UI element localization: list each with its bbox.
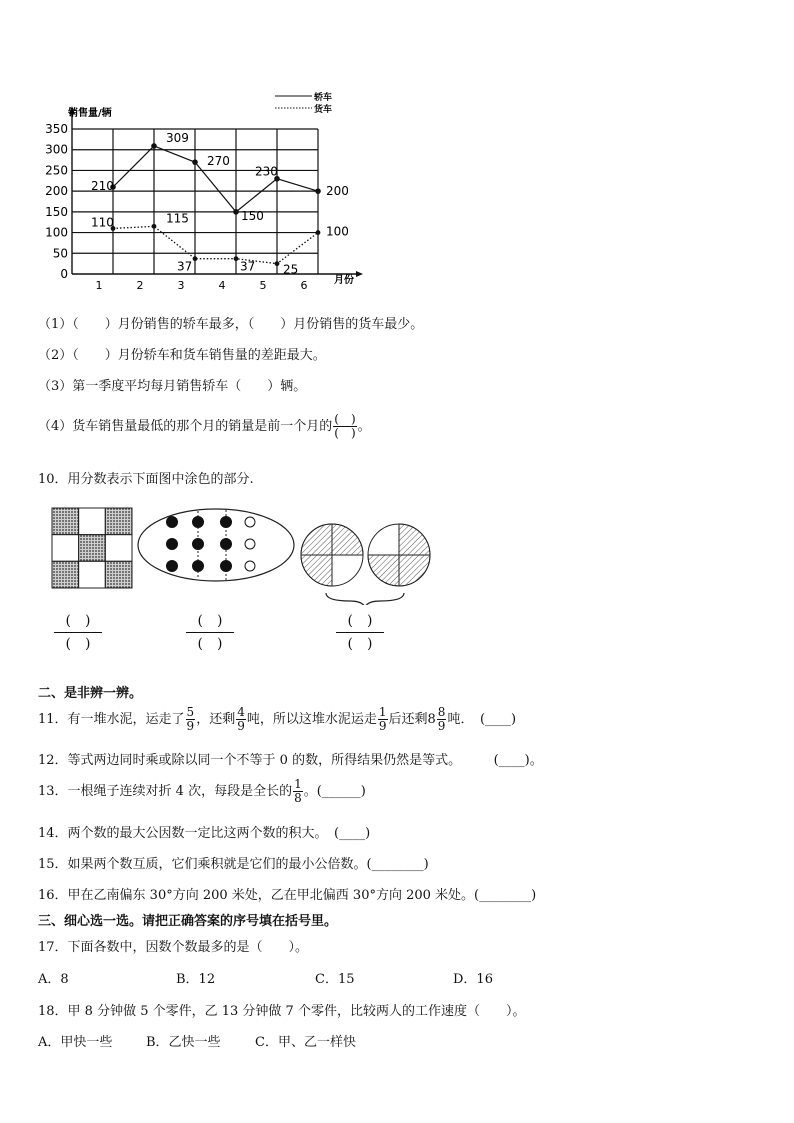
ellipse-dots-figure — [138, 509, 294, 581]
q13-text-1: 13．一根绳子连续对折 4 次，每段是全长的 — [38, 784, 293, 799]
data-point — [152, 224, 157, 229]
q9-part3: （3）第一季度平均每月销售轿车（ ）辆。 — [38, 379, 307, 394]
fraction-denominator: ( ) — [197, 636, 223, 652]
y-tick-label: 300 — [45, 142, 68, 157]
section-3-heading: 三、细心选一选。请把正确答案的序号填在括号里。 — [38, 914, 338, 929]
data-label: 210 — [91, 179, 114, 193]
filled-dot — [167, 561, 178, 572]
q14: 14．两个数的最大公因数一定比这两个数的积大。 (____) — [38, 826, 371, 841]
fraction-numerator: ( ) — [54, 612, 102, 633]
data-label: 37 — [177, 259, 193, 274]
fraction-denominator: ( ) — [347, 636, 373, 652]
sales-line-chart — [40, 88, 380, 298]
empty-dot — [245, 517, 255, 527]
filled-dot — [193, 517, 204, 528]
fraction-numerator: ( ) — [334, 412, 356, 426]
data-point — [193, 256, 198, 261]
data-point — [234, 256, 239, 261]
q11-text-5: 吨． (____) — [447, 712, 517, 727]
empty-dot — [245, 561, 255, 571]
x-tick-label: 5 — [259, 279, 267, 292]
q12: 12．等式两边同时乘或除以同一个不等于 0 的数，所得结果仍然是等式。 (____)。 — [38, 753, 543, 768]
x-tick-label: 3 — [177, 279, 185, 292]
legend-label: 轿车 — [314, 93, 333, 103]
fraction-8-9 — [437, 706, 447, 733]
q16: 16．甲在乙南偏东 30°方向 200 米处，乙在甲北偏西 30°方向 200 米处。(________) — [38, 888, 537, 903]
data-label: 115 — [166, 211, 189, 226]
data-label: 309 — [166, 130, 189, 145]
data-labels — [91, 131, 349, 277]
q13-text-2: 。(______) — [303, 784, 366, 799]
data-point — [275, 261, 280, 266]
quarter-circles-figure — [301, 524, 430, 605]
q17-option-a[interactable]: A．8 — [38, 972, 69, 987]
data-point — [316, 230, 321, 235]
data-point — [192, 159, 198, 165]
x-tick-labels — [96, 279, 308, 292]
q11 — [38, 706, 516, 733]
q17-stem: 17．下面各数中，因数个数最多的是（ ）。 — [38, 940, 309, 955]
data-point — [233, 209, 239, 215]
x-tick-label: 1 — [95, 279, 103, 292]
fraction-denominator: ( ) — [334, 426, 356, 440]
fraction-denominator: 9 — [186, 719, 195, 733]
data-label: 37 — [240, 259, 256, 274]
x-axis-arrow — [356, 271, 363, 277]
data-point — [315, 188, 321, 194]
filled-dot — [167, 517, 178, 528]
filled-dot — [221, 539, 232, 550]
fraction-denominator: 9 — [378, 719, 387, 733]
fraction-numerator: 1 — [294, 777, 302, 791]
series-line-truck — [113, 226, 318, 263]
q11-text-2: ，还剩 — [196, 712, 236, 727]
filled-dot — [193, 561, 204, 572]
q9-part4-fraction-blank[interactable] — [333, 413, 356, 440]
chart-legend — [275, 91, 332, 115]
fraction-4-9 — [236, 706, 246, 733]
fraction-denominator: ( ) — [65, 636, 91, 652]
y-tick-label: 200 — [45, 184, 68, 199]
fraction-1-9 — [378, 706, 388, 733]
q11-text-4: 后还剩 — [388, 712, 428, 727]
q9-part4-end: 。 — [357, 419, 371, 434]
y-axis-label: 销售量/辆 — [68, 108, 112, 119]
fraction-numerator: 5 — [186, 705, 195, 719]
q15: 15．如果两个数互质，它们乘积就是它们的最小公倍数。(________) — [38, 857, 429, 872]
chart-grid — [72, 129, 318, 274]
q10-answer-2[interactable] — [186, 612, 234, 653]
x-tick-label: 2 — [136, 279, 144, 292]
y-tick-label: 250 — [45, 163, 68, 178]
q11-text-3: 吨，所以这堆水泥运走 — [246, 712, 377, 727]
fraction-numerator: ( ) — [186, 612, 234, 633]
filled-dot — [221, 517, 232, 528]
q18-option-a[interactable]: A．甲快一些 — [38, 1035, 113, 1050]
data-label: 270 — [207, 154, 230, 169]
legend-label: 货车 — [314, 105, 333, 115]
q18-option-c[interactable]: C．甲、乙一样快 — [255, 1035, 356, 1050]
grid-square-figure — [52, 508, 132, 588]
section-2-heading: 二、是非辨一辨。 — [38, 686, 143, 701]
fraction-numerator: 1 — [378, 705, 387, 719]
q13 — [38, 778, 366, 805]
y-tick-label: 100 — [45, 225, 68, 240]
fraction-denominator: 9 — [437, 719, 446, 733]
empty-dot — [245, 539, 255, 549]
q9-part4 — [38, 413, 371, 440]
mixed-number-integer: 8 — [427, 712, 436, 727]
q17-option-c[interactable]: C．15 — [315, 972, 355, 987]
filled-dot — [221, 561, 232, 572]
y-tick-label: 350 — [45, 122, 68, 136]
filled-dot — [167, 539, 178, 550]
data-label: 100 — [326, 224, 349, 239]
data-label: 230 — [255, 164, 278, 179]
fraction-numerator: 4 — [237, 705, 245, 719]
data-point — [151, 143, 157, 149]
filled-dot — [193, 539, 204, 550]
q17-option-d[interactable]: D．16 — [453, 972, 493, 987]
data-label: 25 — [283, 262, 299, 277]
q11-text-1: 11．有一堆水泥，运走了 — [38, 712, 185, 727]
data-label: 150 — [241, 208, 264, 223]
y-tick-label: 50 — [52, 246, 68, 261]
q9-part2: （2）（ ）月份轿车和货车销售量的差距最大。 — [38, 348, 326, 363]
data-label: 110 — [91, 215, 114, 230]
q18-stem: 18．甲 8 分钟做 5 个零件，乙 13 分钟做 7 个零件，比较两人的工作速度（ ）。 — [38, 1004, 526, 1019]
x-tick-label: 4 — [218, 279, 226, 292]
x-axis-label: 月份 — [334, 275, 354, 286]
fraction-numerator: ( ) — [336, 612, 384, 633]
y-tick-labels — [45, 122, 68, 281]
y-tick-label: 0 — [60, 267, 68, 281]
y-tick-label: 150 — [45, 204, 68, 219]
fraction-numerator: 8 — [437, 705, 446, 719]
q9-part1: （1）（ ）月份销售的轿车最多，（ ）月份销售的货车最少。 — [38, 317, 424, 332]
q17-option-b[interactable]: B．12 — [176, 972, 216, 987]
q10-figures — [50, 505, 450, 605]
q10-answer-3[interactable] — [336, 612, 384, 653]
q18-option-b[interactable]: B．乙快一些 — [146, 1035, 221, 1050]
q10-title: 10．用分数表示下面图中涂色的部分. — [38, 472, 254, 487]
x-tick-label: 6 — [300, 279, 308, 292]
fraction-1-8 — [293, 778, 303, 805]
fraction-denominator: 8 — [294, 791, 302, 805]
fraction-denominator: 9 — [237, 719, 245, 733]
q9-part4-text: （4）货车销售量最低的那个月的销量是前一个月的 — [38, 419, 333, 434]
data-label: 200 — [326, 184, 349, 199]
q10-answer-1[interactable] — [54, 612, 102, 653]
fraction-5-9 — [186, 706, 196, 733]
